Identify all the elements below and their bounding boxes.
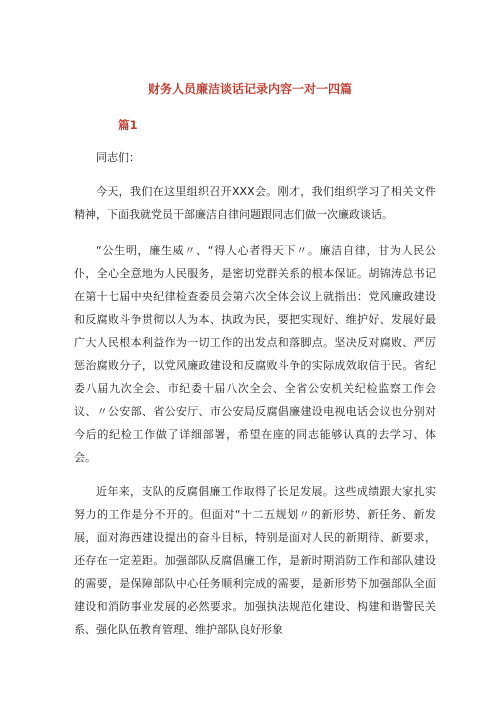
body-paragraph-2: “公生明，廉生威〃、“得人心者得天下〃。廉洁自律，甘为人民公仆，全心全意地为人民服务，是密切党群关系的根本保证。胡锦涛总书记在第十七届中央纪律检查委员会第六次全体会议上就指出：党风廉政建设和反腐败斗争贯彻以人为本、执政为民，要把实现好、维护好、发展好最广大人民根本利益作为一切工作的出发点和落脚点。坚决反对腐败、严厉惩治腐败分子，以党风廉政建设和反腐败斗争的实际成效取信于民。省纪委八届九次全会、市纪委十届八次全会、全省公安机关纪检监察工作会议、〃公安部、省公安厅、市公安局反腐倡廉建设电视电话会议也分别对今后的纪检工作做了详细部署，希望在座的同志能够认真的去学习、体会。 bbox=[74, 244, 436, 464]
greeting-paragraph: 同志们： bbox=[96, 151, 140, 164]
body-paragraph-1: 今天，我们在这里组织召开XXX会。刚才，我们组织学习了相关文件精神，下面我就党员干部廉洁自律问题跟同志们做一次廉政谈话。 bbox=[74, 185, 436, 221]
body-paragraph-3: 近年来，支队的反腐倡廉工作取得了长足发展。这些成绩跟大家扎实努力的工作是分不开的。但面对“十二五规划〃的新形势、新任务、新发展，面对海西建设提出的奋斗目标，特别是面对人民的新期待、新要求，还存在一定差距。加强部队反腐倡廉工作，是新时期消防工作和部队建设的需要，是保障部队中心任务顺利完成的需要，是新形势下加强部队全面建设和消防事业发展的必然要求。加强执法规范化建设、构建和谐警民关系、强化队伍教育管理、维护部队良好形象 bbox=[74, 485, 436, 636]
document-title: 财务人员廉洁谈话记录内容一对一四篇 bbox=[147, 82, 352, 96]
section-heading: 篇1 bbox=[118, 118, 138, 132]
